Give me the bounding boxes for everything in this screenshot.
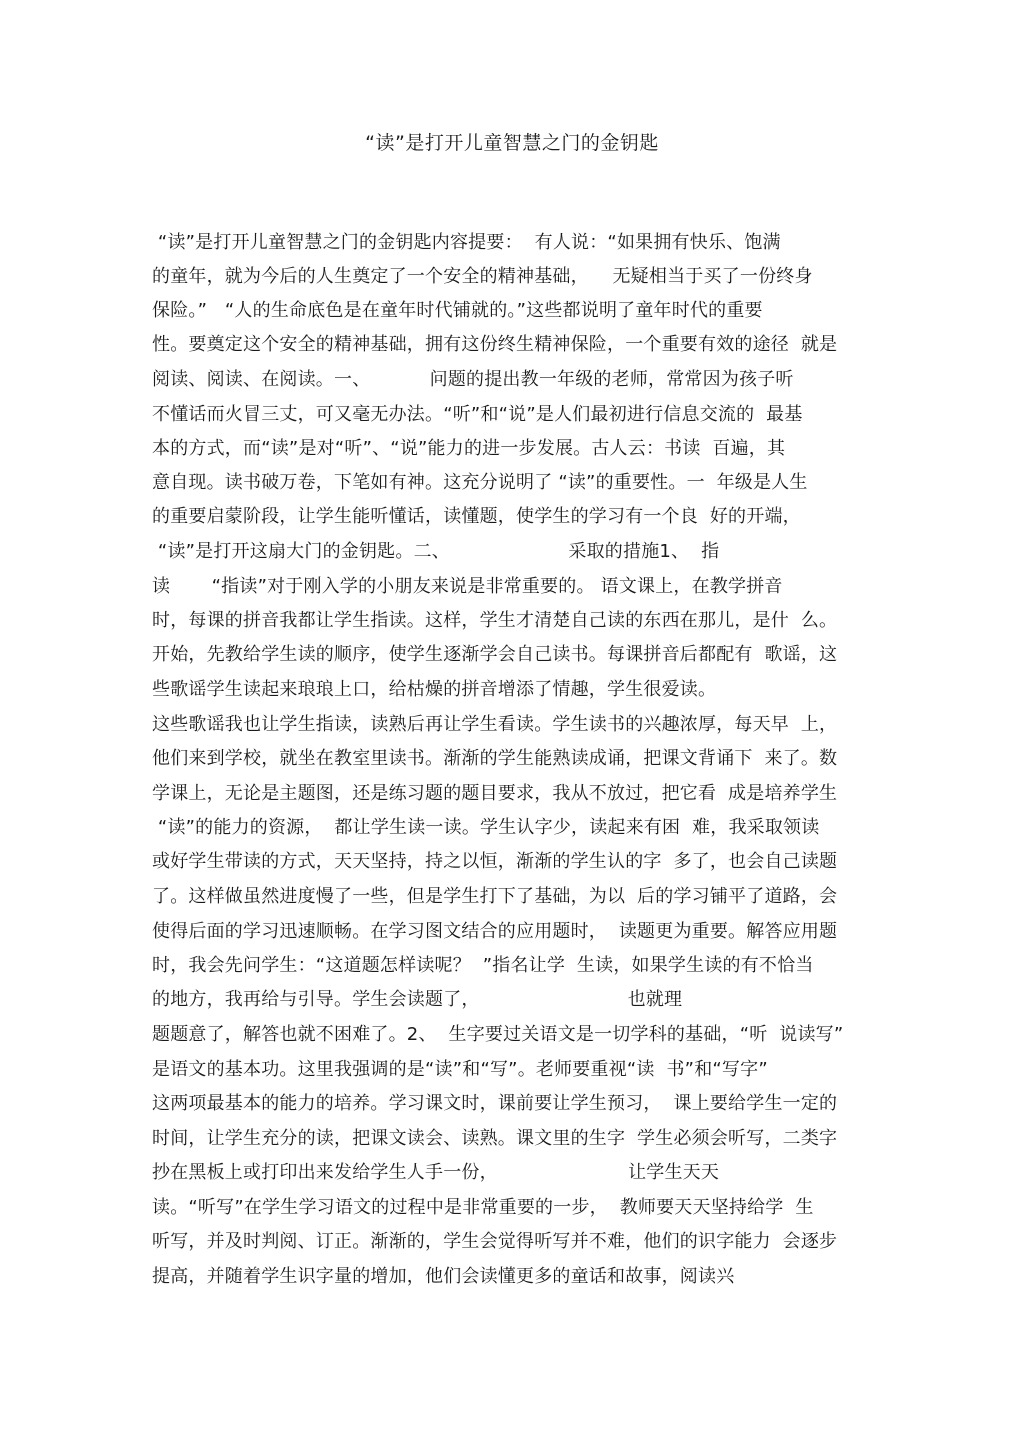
paragraph-line: 是语文的基本功。这里我强调的是“读”和“写”。老师要重视“读 书”和“写字” (152, 1059, 768, 1080)
paragraph-line: 抄在黑板上或打印出来发给学生人手一份， 让学生天天 (152, 1162, 720, 1183)
paragraph-line: 这些歌谣我也让学生指读，读熟后再让学生看读。学生读书的兴趣浓厚，每天早 上， (152, 714, 838, 735)
paragraph-line: “读”是打开儿童智慧之门的金钥匙内容提要： 有人说：“如果拥有快乐、饱满 (152, 232, 781, 253)
paragraph-line: 读 “指读”对于刚入学的小朋友来说是非常重要的。 语文课上，在教学拼音 (152, 576, 783, 597)
paragraph-line: 听写，并及时判阅、订正。渐渐的，学生会觉得听写并不难，他们的识字能力 会逐步 (152, 1231, 838, 1252)
paragraph-line: 不懂话而火冒三丈，可又毫无办法。“听”和“说”是人们最初进行信息交流的 最基 (152, 404, 803, 425)
paragraph-line: 使得后面的学习迅速顺畅。在学习图文结合的应用题时， 读题更为重要。解答应用题 (152, 921, 838, 942)
paragraph-line: 或好学生带读的方式，天天坚持，持之以恒，渐渐的学生认的字 多了，也会自己读题 (152, 851, 838, 872)
paragraph-line: 开始，先教给学生读的顺序，使学生逐渐学会自己读书。每课拼音后都配有 歌谣，这 (152, 644, 838, 665)
paragraph-line: 题题意了，解答也就不困难了。2、 生字要过关语文是一切学科的基础，“听 说读写” (152, 1024, 844, 1045)
paragraph-line: 意自现。读书破万卷，下笔如有神。这充分说明了 “读”的重要性。一 年级是人生 (152, 472, 808, 493)
paragraph-line: 些歌谣学生读起来琅琅上口，给枯燥的拼音增添了情趣，学生很爱读。 (152, 679, 717, 700)
paragraph-line: 本的方式，而“读”是对“听”、“说”能力的进一步发展。古人云：书读 百遍，其 (152, 438, 786, 459)
paragraph-line: 时，我会先问学生：“这道题怎样读呢？ ”指名让学 生读，如果学生读的有不恰当 (152, 955, 814, 976)
paragraph-line: 读。“听写”在学生学习语文的过程中是非常重要的一步， 教师要天天坚持给学 生 (152, 1197, 814, 1218)
paragraph-line: 性。要奠定这个安全的精神基础，拥有这份终生精神保险，一个重要有效的途径 就是 (152, 334, 838, 355)
paragraph-line: 时间，让学生充分的读，把课文读会、读熟。课文里的生字 学生必须会听写，二类字 (152, 1128, 838, 1149)
paragraph-line: 学课上，无论是主题图，还是练习题的题目要求，我从不放过，把它看 成是培养学生 (152, 783, 838, 804)
paragraph-line: 的地方，我再给与引导。学生会读题了， 也就理 (152, 989, 683, 1010)
paragraph-line: 时，每课的拼音我都让学生指读。这样，学生才清楚自己读的东西在那儿，是什 么。 (152, 610, 838, 631)
paragraph-line: 了。这样做虽然进度慢了一些，但是学生打下了基础，为以 后的学习铺平了道路，会 (152, 886, 838, 907)
paragraph-line: 提高，并随着学生识字量的增加，他们会读懂更多的童话和故事，阅读兴 (152, 1266, 735, 1287)
document-title: “读”是打开儿童智慧之门的金钥匙 (365, 132, 659, 154)
paragraph-line: 保险。” “人的生命底色是在童年时代铺就的。”这些都说明了童年时代的重要 (152, 300, 763, 321)
paragraph-line: 阅读、阅读、在阅读。一、 问题的提出教一年级的老师，常常因为孩子听 (152, 369, 794, 390)
paragraph-line: 他们来到学校，就坐在教室里读书。渐渐的学生能熟读成诵，把课文背诵下 来了。数 (152, 748, 838, 769)
paragraph-line: “读”的能力的资源， 都让学生读一读。学生认字少，读起来有困 难，我采取领读 (152, 817, 820, 838)
paragraph-line: 的童年，就为今后的人生奠定了一个安全的精神基础， 无疑相当于买了一份终身 (152, 266, 813, 287)
paragraph-line: 这两项最基本的能力的培养。学习课文时，课前要让学生预习， 课上要给学生一定的 (152, 1093, 838, 1114)
paragraph-line: 的重要启蒙阶段，让学生能听懂话，读懂题，使学生的学习有一个良 好的开端， (152, 506, 801, 527)
paragraph-line: “读”是打开这扇大门的金钥匙。二、 采取的措施1、 指 (152, 541, 720, 562)
